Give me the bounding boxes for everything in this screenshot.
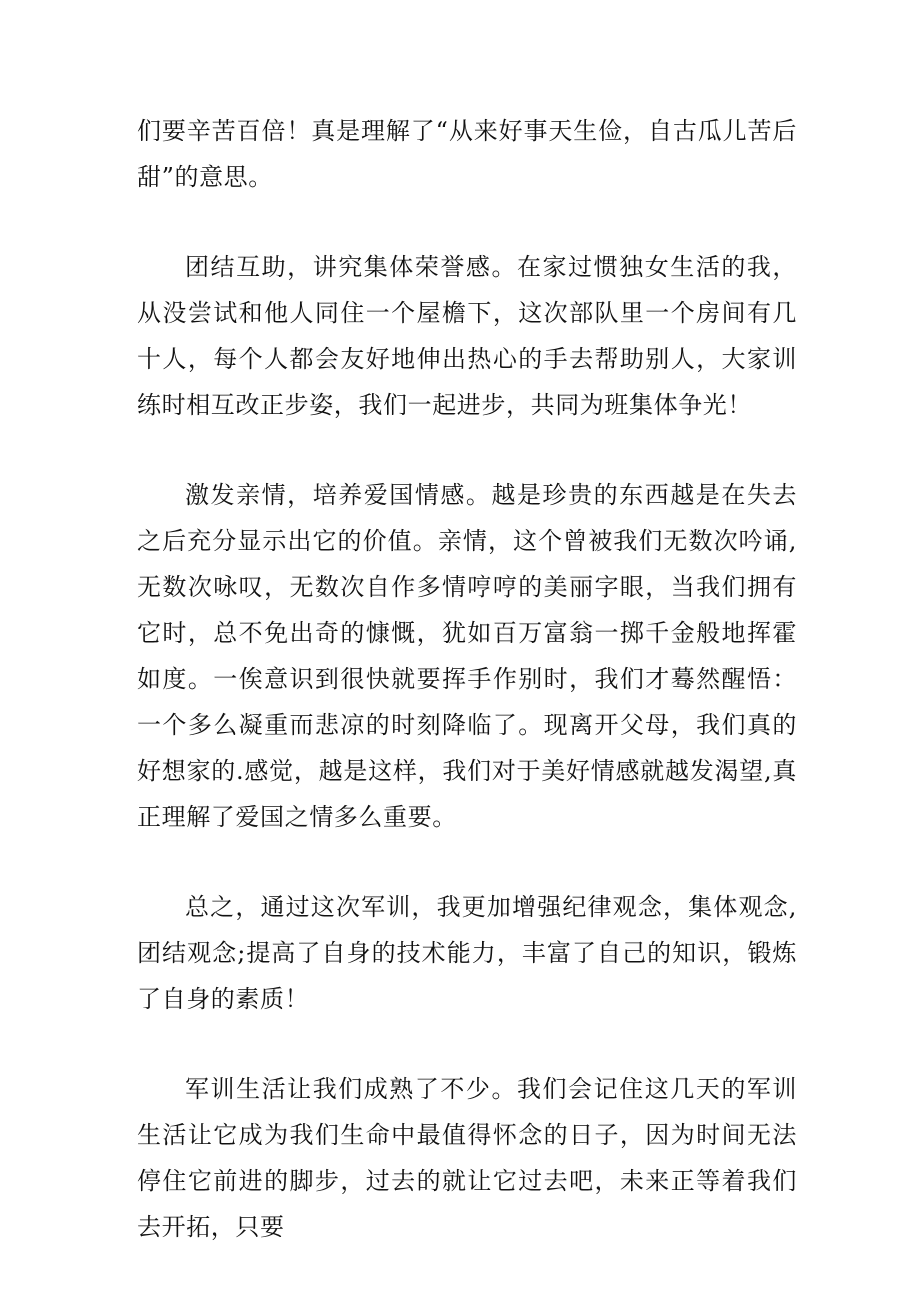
paragraph-teamwork: 团结互助，讲究集体荣誉感。在家过惯独女生活的我，从没尝试和他人同住一个屋檐下，这次部队里一个房间有几十人，每个人都会友好地伸出热心的手去帮助别人，大家训练时相互改正步姿，我们一起进步，共同为班集体争光！ xyxy=(137,253,797,419)
document-body xyxy=(137,108,797,1294)
paragraph-summary: 总之，通过这次军训，我更加增强纪律观念，集体观念,团结观念;提高了自身的技术能力，丰富了自己的知识，锻炼了自身的素质！ xyxy=(137,893,797,1013)
paragraph-family-patriotism: 激发亲情，培养爱国情感。越是珍贵的东西越是在失去之后充分显示出它的价值。亲情，这个曾被我们无数次吟诵,无数次咏叹，无数次自作多情哼哼的美丽字眼，当我们拥有它时，总不免出奇的慷慨，犹如百万富翁一掷千金般地挥霍如度。一俟意识到很快就要挥手作别时，我们才蓦然醒悟：一个多么凝重而悲凉的时刻降临了。现离开父母，我们真的好想家的.感觉，越是这样，我们对于美好情感就越发渴望,真正理解了爱国之情多么重要。 xyxy=(137,481,797,831)
paragraph-continuation: 们要辛苦百倍！真是理解了“从来好事天生俭，自古瓜儿苦后甜”的意思。 xyxy=(137,117,797,191)
paragraph-growth: 军训生活让我们成熟了不少。我们会记住这几天的军训生活让它成为我们生命中最值得怀念的日子，因为时间无法停住它前进的脚步，过去的就让它过去吧，未来正等着我们去开拓，只要 xyxy=(137,1075,797,1241)
